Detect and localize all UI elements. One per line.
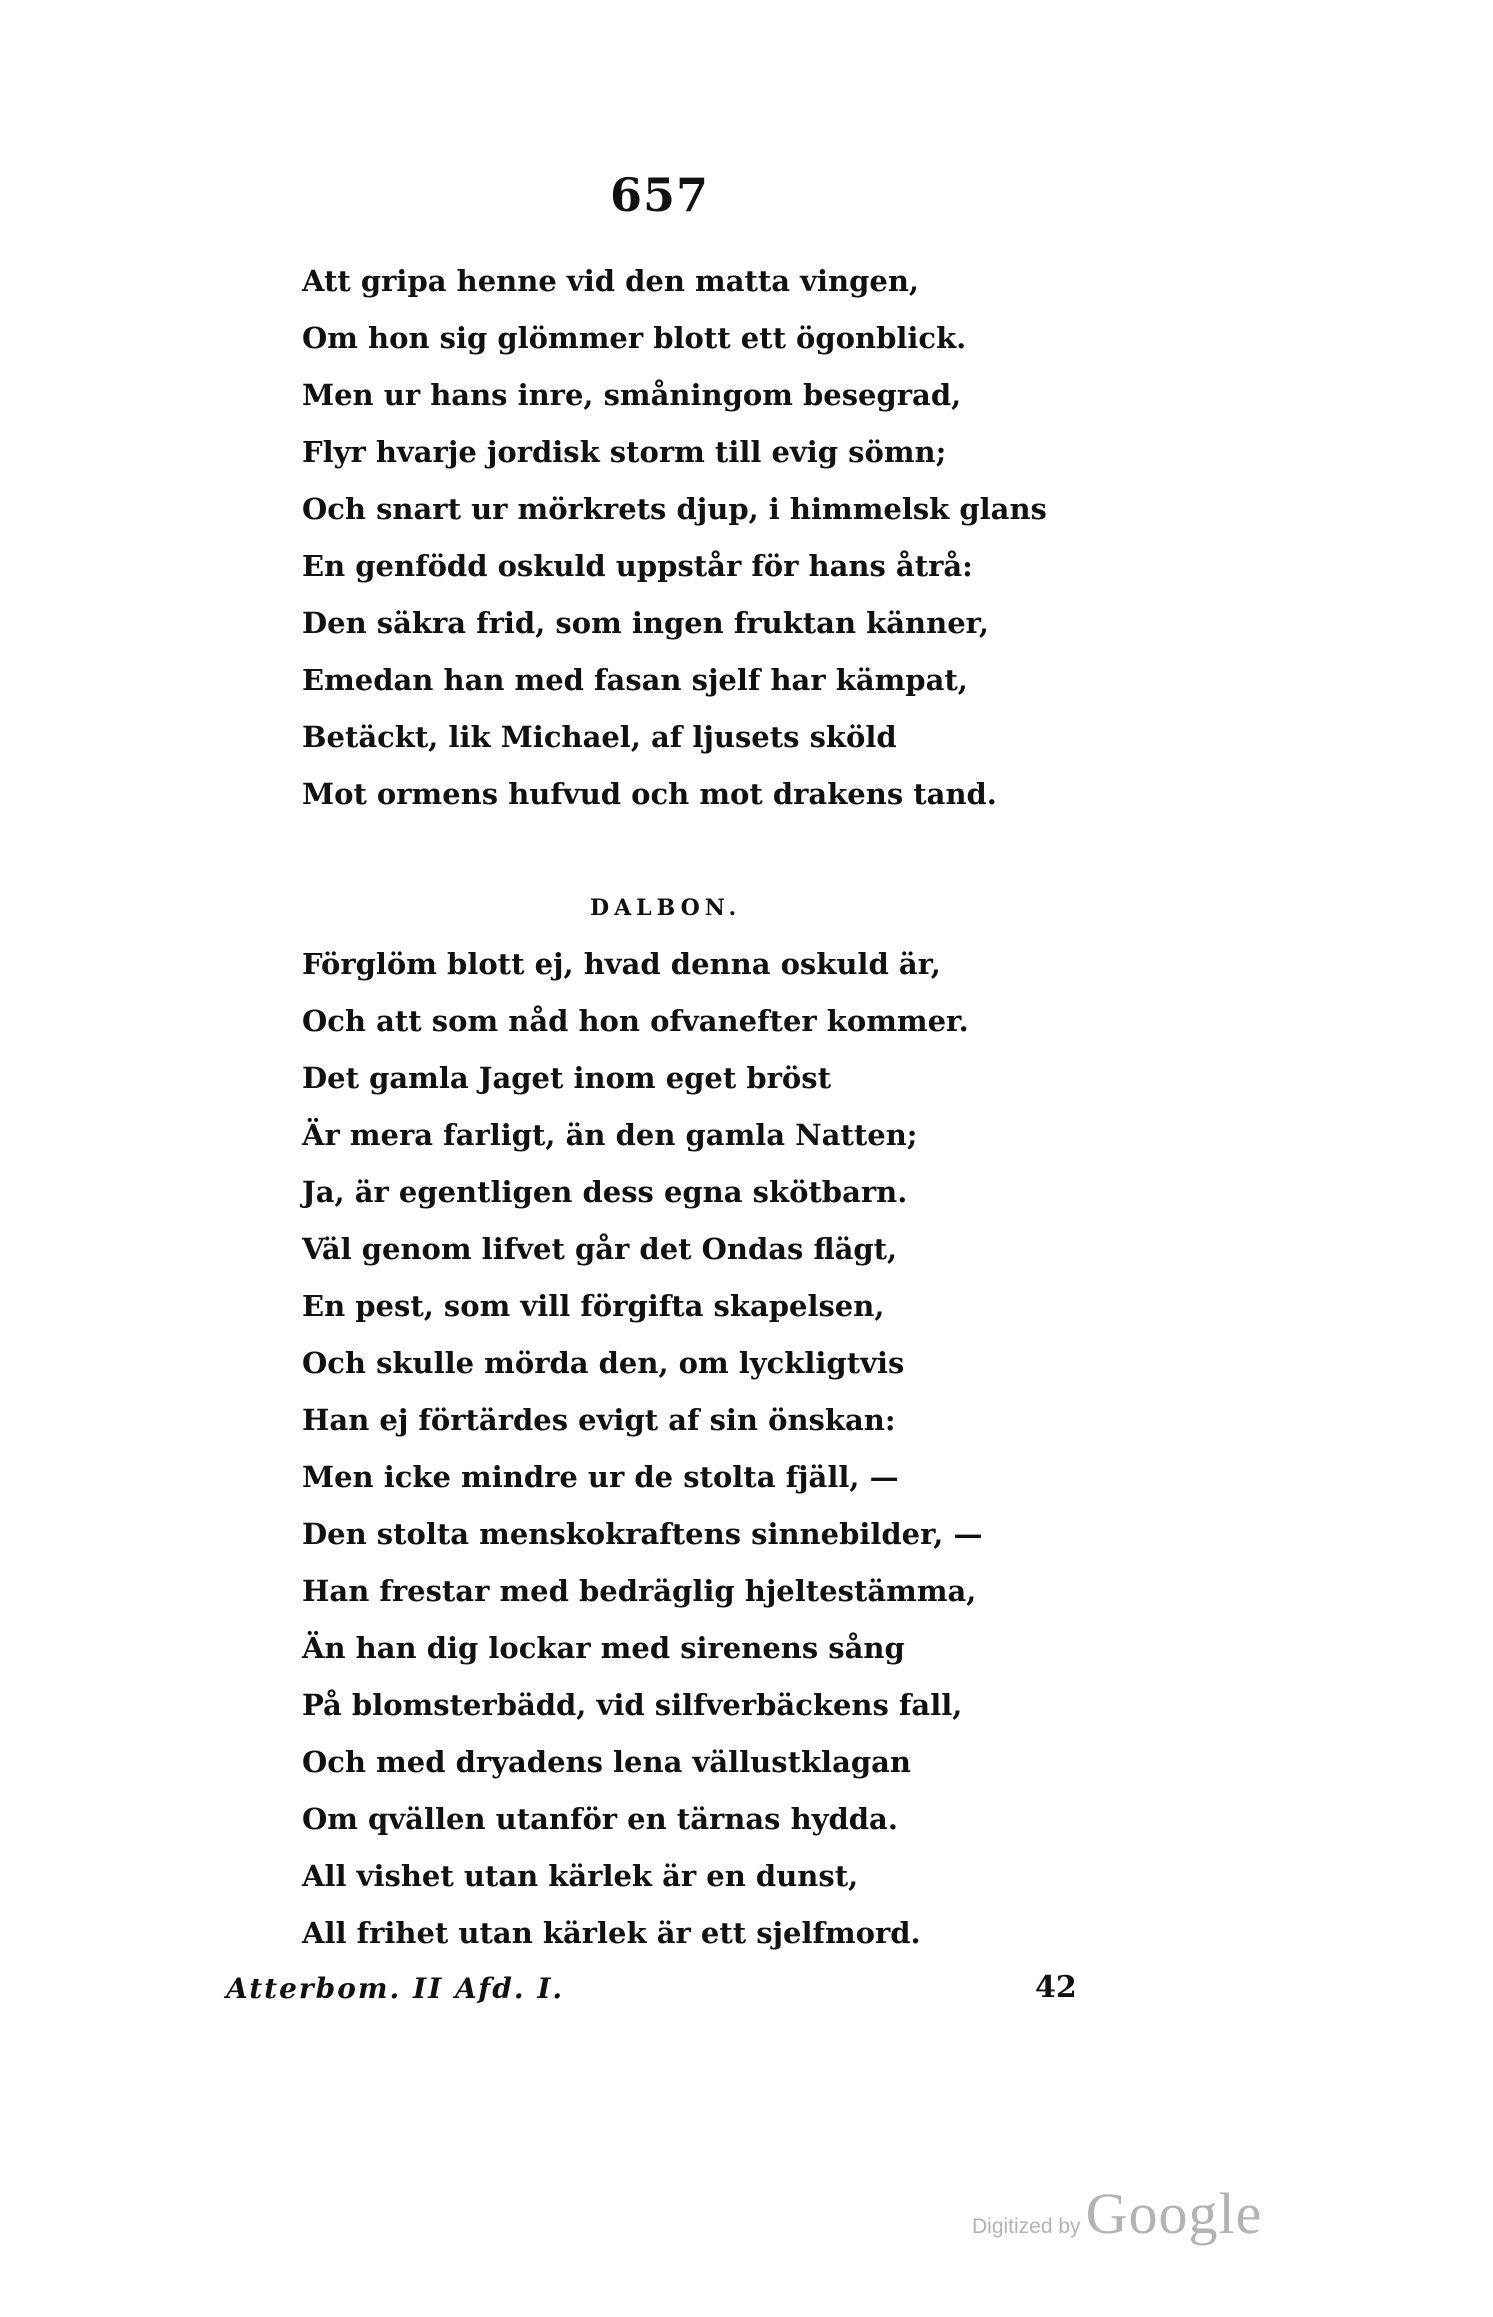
verse-line: Och skulle mörda den, om lyckligtvis xyxy=(302,1346,905,1380)
verse-line: Betäckt, lik Michael, af ljusets sköld xyxy=(302,720,897,754)
verse-line: All vishet utan kärlek är en dunst, xyxy=(302,1859,859,1893)
verse-line: Om qvällen utanför en tärnas hydda. xyxy=(302,1802,898,1836)
verse-line: Om hon sig glömmer blott ett ögonblick. xyxy=(302,321,967,355)
verse-line: Han ej förtärdes evigt af sin önskan: xyxy=(302,1403,896,1437)
verse-line: Flyr hvarje jordisk storm till evig sömn; xyxy=(302,435,947,469)
verse-line: På blomsterbädd, vid silfverbäckens fall, xyxy=(302,1688,963,1722)
verse-line: Att gripa henne vid den matta vingen, xyxy=(302,264,920,298)
verse-line: Förglöm blott ej, hvad denna oskuld är, xyxy=(302,947,941,981)
verse-line: Men ur hans inre, småningom besegrad, xyxy=(302,378,962,412)
stanza-1 xyxy=(302,253,1047,823)
speaker-heading: DALBON. xyxy=(590,895,742,921)
verse-line: En genfödd oskuld uppstår för hans åtrå: xyxy=(302,549,973,583)
verse-line: Den säkra frid, som ingen fruktan känner, xyxy=(302,606,989,640)
digitized-watermark xyxy=(972,2180,1262,2247)
watermark-brand: Google xyxy=(1085,2181,1263,2246)
watermark-prefix: Digitized by xyxy=(972,2215,1081,2238)
verse-line: Mot ormens hufvud och mot drakens tand. xyxy=(302,777,997,811)
verse-line: Det gamla Jaget inom eget bröst xyxy=(302,1061,831,1095)
verse-line: En pest, som vill förgifta skapelsen, xyxy=(302,1289,885,1323)
verse-line: Än han dig lockar med sirenens sång xyxy=(302,1631,905,1665)
signature-mark: Atterbom. II Afd. I. xyxy=(226,1972,565,2005)
verse-line: Och att som nåd hon ofvanefter kommer. xyxy=(302,1004,969,1038)
verse-line: Emedan han med fasan sjelf har kämpat, xyxy=(302,663,968,697)
verse-line: Ja, är egentligen dess egna skötbarn. xyxy=(302,1175,908,1209)
verse-line: Väl genom lifvet går det Ondas flägt, xyxy=(302,1232,898,1266)
verse-line: Är mera farligt, än den gamla Natten; xyxy=(302,1118,918,1152)
verse-line: Den stolta menskokraftens sinnebilder, — xyxy=(302,1517,983,1551)
verse-line: Han frestar med bedräglig hjeltestämma, xyxy=(302,1574,977,1608)
verse-line: Och med dryadens lena vällustklagan xyxy=(302,1745,912,1779)
verse-line: Men icke mindre ur de stolta fjäll, — xyxy=(302,1460,899,1494)
page-number: 657 xyxy=(610,168,710,222)
verse-line: Och snart ur mörkrets djup, i himmelsk glans xyxy=(302,492,1047,526)
stanza-2 xyxy=(302,936,982,1962)
sheet-number: 42 xyxy=(1035,1970,1077,2005)
verse-line: All frihet utan kärlek är ett sjelfmord. xyxy=(302,1916,921,1950)
